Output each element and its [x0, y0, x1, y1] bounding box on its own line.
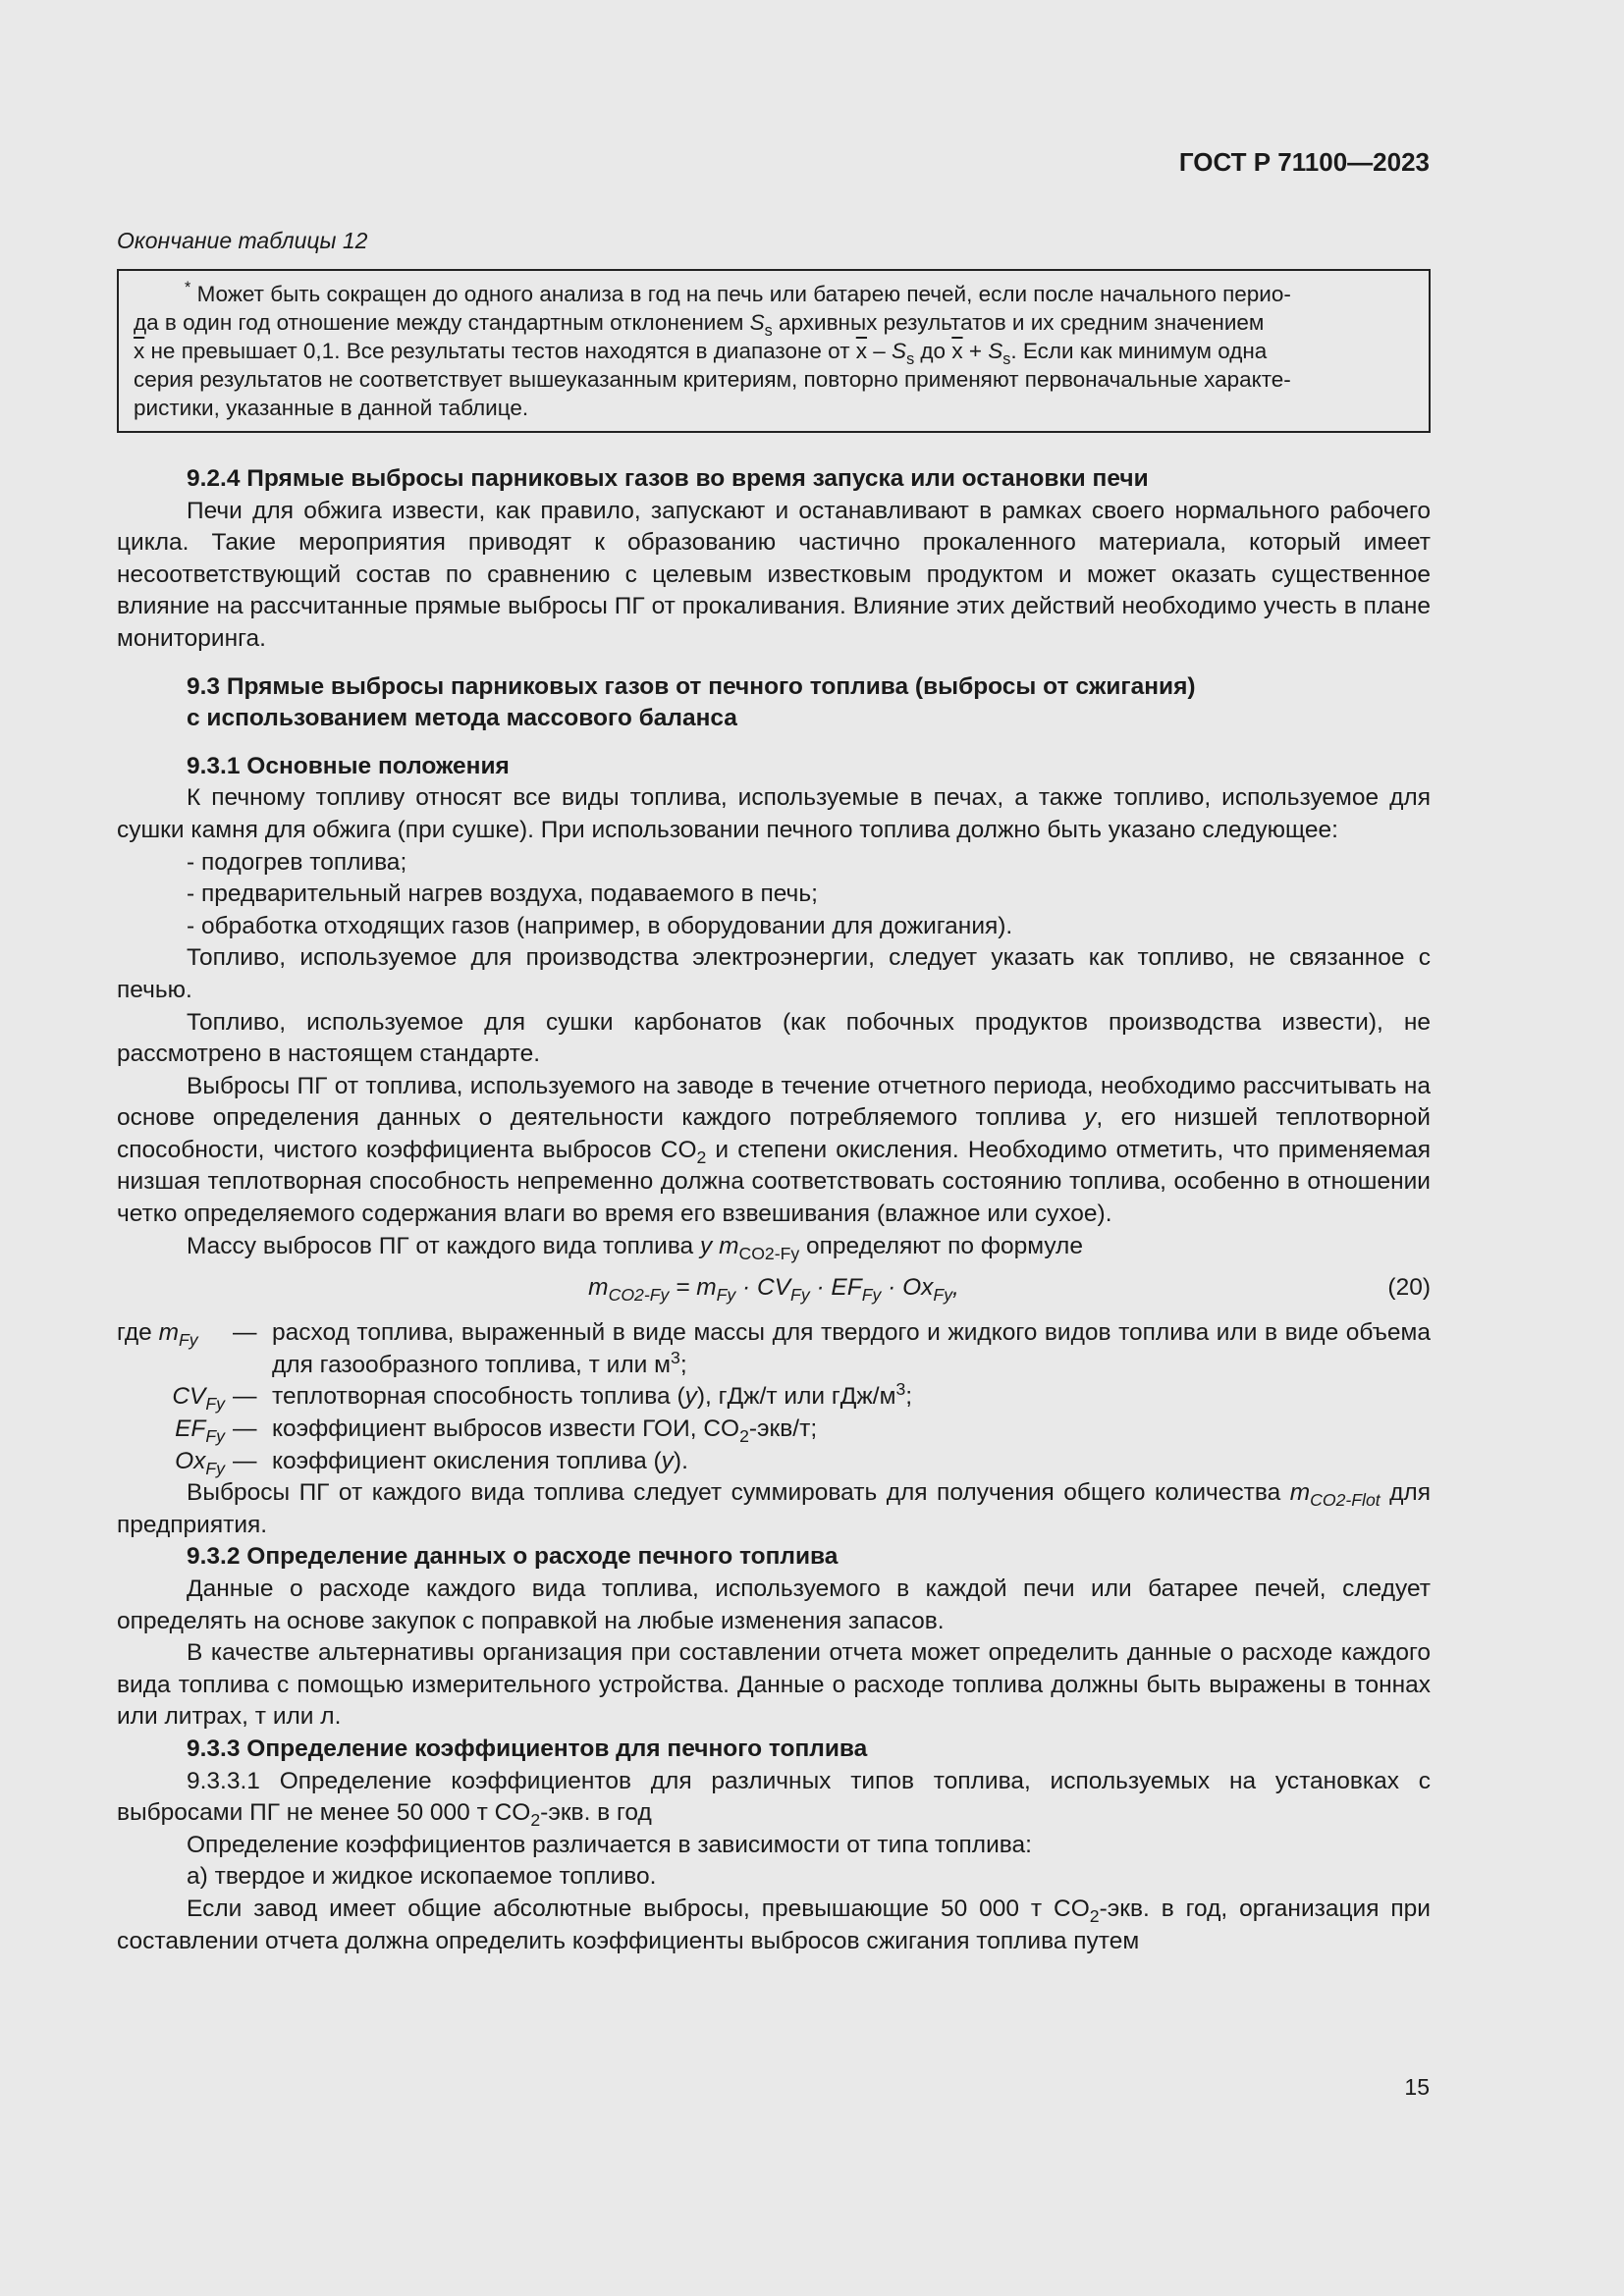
formula-expression: $m_{CO2-Fy} = m_{Fy} \cdot CV_{Fy} \cdot EF_{Fy} \cdot Ox_{Fy}$, — [588, 1274, 959, 1306]
paragraph: Выбросы ПГ от каждого вида топлива следует суммировать для получения общего количества $m_{CO2-Flot}$ для предприятия. — [117, 1479, 1431, 1538]
paragraph: Печи для обжига извести, как правило, запускают и останавливают в рамках своего нормального рабочего цикла. Такие мероприятия приводят к образованию частично прокаленного материала, который имеет несоответствующий состав по сравнению с целевым известковым продуктом и может оказать существенное влияние на рассчитанные прямые выбросы ПГ от прокаливания. Влияние этих действий необходимо учесть в плане мониторинга. — [117, 497, 1431, 652]
footnote-marker: * — [185, 279, 191, 296]
main-content — [117, 463, 1431, 1957]
paragraph: В качестве альтернативы организация при составлении отчета может определить данные о расходе каждого вида топлива с помощью измерительного устройства. Данные о расходе топлива должны быть выражены в тоннах или литрах, т или л. — [117, 1639, 1431, 1731]
paragraph: Выбросы ПГ от топлива, используемого на заводе в течение отчетного периода, необходимо рассчитывать на основе определения данных о деятельности каждого потребляемого топлива y, его низшей теплотворной способности, чистого коэффициента выбросов $CO_2$ и степени окисления. Необходимо отметить, что применяемая низшая теплотворная способность непременно должна соответствовать состоянию топлива, особенно в отношении четко определяемого содержания влаги во время его взвешивания (влажное или сухое). — [117, 1072, 1431, 1228]
section-heading-9-2-4: 9.2.4 Прямые выбросы парниковых газов во время запуска или остановки печи — [187, 465, 1149, 492]
mean-symbol: $\overline{x}$ — [134, 339, 145, 363]
table-footnote-box — [117, 269, 1431, 433]
paragraph: 9.3.3.1 Определение коэффициентов для различных типов топлива, используемых на установках с выбросами ПГ не менее 50 000 т $CO_2$-экв. в год — [117, 1767, 1431, 1831]
footnote-line: да в один год отношение между стандартным отклонением $S_s$ архивных результатов и их средним значением — [134, 310, 1265, 340]
paragraph: Определение коэффициентов различается в зависимости от типа топлива: — [187, 1831, 1032, 1858]
footnote-line: серия результатов не соответствует вышеуказанным критериям, повторно применяют первоначальные характе- — [134, 367, 1291, 392]
section-heading-9-3: 9.3 Прямые выбросы парниковых газов от печного топлива (выбросы от сжигания) с использованием метода массового баланса — [187, 672, 1196, 732]
standard-number: ГОСТ Р 71100—2023 — [1178, 147, 1430, 177]
legend-row: $Ox_{Fy}$ — коэффициент окисления топлива (y). — [175, 1447, 688, 1478]
footnote-line: $\overline{x}$ не превышает 0,1. Все результаты тестов находятся в диапазоне от $\overline{x} - S_s$ до $\overline{x} + S_s$. Если как минимум одна — [134, 339, 1268, 368]
list-item: - предварительный нагрев воздуха, подаваемого в печь; — [187, 881, 818, 908]
legend-row: $EF_{Fy}$ — коэффициент выбросов извести ГОИ, $CO_2-экв/т$; — [175, 1415, 818, 1447]
paragraph: К печному топливу относят все виды топлива, используемые в печах, а также топливо, используемое для сушки камня для обжига (при сушке). При использовании печного топлива должно быть указано следующее: — [117, 784, 1431, 843]
paragraph: Данные о расходе каждого вида топлива, используемого в каждой печи или батарее печей, следует определять на основе закупок с поправкой на любые изменения запасов. — [117, 1575, 1431, 1634]
list-item: а) твердое и жидкое ископаемое топливо. — [187, 1863, 657, 1891]
legend-row: где $m_{Fy}$ — расход топлива, выраженный в виде массы для твердого и жидкого видов топлива или в виде объема для газообразного топлива, т или $м^3$; — [117, 1319, 1431, 1378]
section-heading-9-3-2: 9.3.2 Определение данных о расходе печного топлива — [187, 1543, 839, 1571]
footnote-line: ристики, указанные в данной таблице. — [134, 396, 529, 420]
page-number: 15 — [1404, 2074, 1430, 2100]
section-heading-9-3-1: 9.3.1 Основные положения — [187, 752, 510, 779]
legend-row: $CV_{Fy}$ — теплотворная способность топлива (y), гДж/т или гДж/$м^3$; — [172, 1379, 913, 1415]
paragraph: Массу выбросов ПГ от каждого вида топлива y $m_{CO2-Fy}$ определяют по формуле — [187, 1232, 1083, 1263]
formula-20 — [117, 1266, 1431, 1313]
paragraph: Если завод имеет общие абсолютные выбросы, превышающие 50 000 т $CO_2$-экв. в год, организация при составлении отчета должна определить коэффициенты выбросов сжигания топлива путем — [117, 1895, 1431, 1954]
formula-number: (20) — [1387, 1274, 1431, 1302]
section-heading-9-3-3: 9.3.3 Определение коэффициентов для печного топлива — [187, 1735, 868, 1762]
list-item: - обработка отходящих газов (например, в оборудовании для дожигания). — [187, 912, 1013, 939]
table-continuation-label: Окончание таблицы 12 — [117, 228, 368, 253]
paragraph: Топливо, используемое для производства электроэнергии, следует указать как топливо, не связанное с печью. — [117, 944, 1431, 1003]
formula-legend — [117, 1317, 1431, 1477]
list-item: - подогрев топлива; — [187, 848, 407, 876]
paragraph: Топливо, используемое для сушки карбонатов (как побочных продуктов производства извести), не рассмотрено в настоящем стандарте. — [117, 1008, 1431, 1068]
footnote-line: * Может быть сокращен до одного анализа в год на печь или батарею печей, если после начального перио- — [185, 279, 1291, 306]
